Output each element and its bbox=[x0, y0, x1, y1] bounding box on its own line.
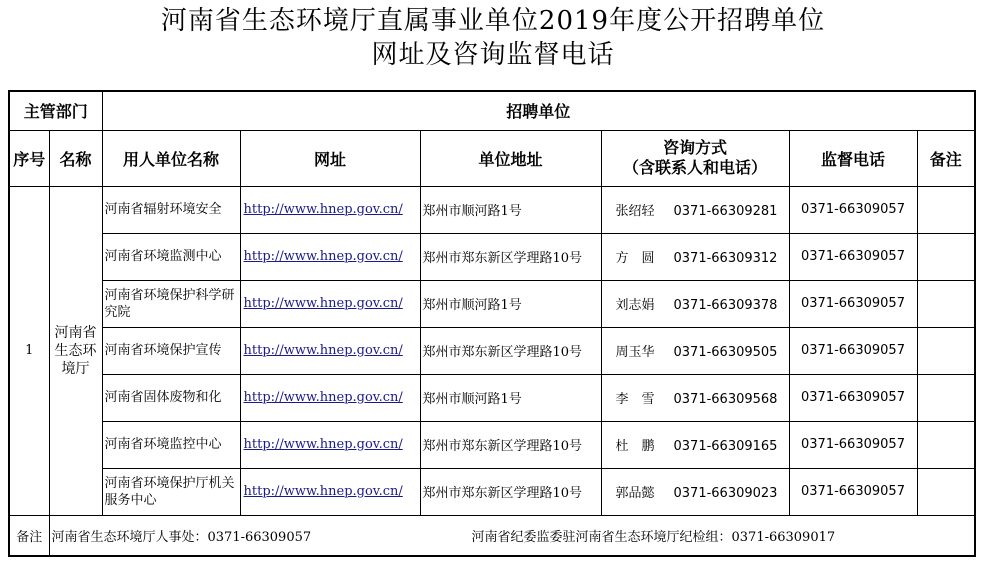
employer-cell: 河南省环境保护宣传 bbox=[102, 327, 240, 374]
consult-cell bbox=[601, 421, 789, 468]
footer-label: 备注 bbox=[9, 515, 49, 556]
contact-name: 周玉华 bbox=[615, 345, 655, 360]
recruitment-table bbox=[8, 90, 976, 557]
employer-cell: 河南省环境监测中心 bbox=[102, 233, 240, 280]
footer-left: 河南省生态环境厅人事处：0371-66309057 bbox=[51, 529, 312, 545]
header-supervise: 监督电话 bbox=[789, 130, 917, 186]
contact-name: 郭品懿 bbox=[615, 486, 655, 501]
contact-name: 李 雪 bbox=[615, 392, 655, 407]
address-cell: 郑州市郑东新区学理路10号 bbox=[420, 327, 601, 374]
address-cell: 郑州市郑东新区学理路10号 bbox=[420, 421, 601, 468]
header-remark: 备注 bbox=[917, 130, 975, 186]
table-row bbox=[9, 233, 975, 280]
footer-content bbox=[49, 515, 975, 556]
contact-phone: 0371-66309312 bbox=[673, 251, 778, 266]
address-cell: 郑州市顺河路1号 bbox=[420, 280, 601, 327]
page-subtitle: 网址及咨询监督电话 bbox=[371, 40, 615, 70]
header-dept: 主管部门 bbox=[9, 91, 102, 130]
header-consult-line1: 咨询方式 bbox=[662, 138, 727, 157]
supervise-cell: 0371-66309057 bbox=[789, 374, 917, 421]
url-cell bbox=[240, 374, 420, 421]
url-link[interactable]: http://www.hnep.gov.cn/ bbox=[243, 484, 403, 499]
contact-phone: 0371-66309505 bbox=[673, 345, 778, 360]
consult-cell bbox=[601, 468, 789, 515]
employer-cell: 河南省固体废物和化 bbox=[102, 374, 240, 421]
seq-cell: 1 bbox=[9, 186, 49, 515]
contact-phone: 0371-66309281 bbox=[673, 204, 778, 219]
header-seq: 序号 bbox=[9, 130, 49, 186]
dept-name-cell: 河南省生态环境厅 bbox=[49, 186, 102, 515]
remark-cell bbox=[917, 233, 975, 280]
url-link[interactable]: http://www.hnep.gov.cn/ bbox=[243, 296, 403, 311]
table-row bbox=[9, 327, 975, 374]
table-row bbox=[9, 421, 975, 468]
url-link[interactable]: http://www.hnep.gov.cn/ bbox=[243, 249, 403, 264]
employer-cell: 河南省环境监控中心 bbox=[102, 421, 240, 468]
contact-phone: 0371-66309023 bbox=[673, 486, 778, 501]
contact-name: 张绍轻 bbox=[615, 204, 655, 219]
address-cell: 郑州市郑东新区学理路10号 bbox=[420, 468, 601, 515]
address-cell: 郑州市顺河路1号 bbox=[420, 374, 601, 421]
table-row bbox=[9, 186, 975, 233]
employer-cell: 河南省环境保护科学研究院 bbox=[102, 280, 240, 327]
header-name: 名称 bbox=[49, 130, 102, 186]
table-body bbox=[9, 186, 975, 515]
url-cell bbox=[240, 233, 420, 280]
url-cell bbox=[240, 421, 420, 468]
header-employer: 用人单位名称 bbox=[102, 130, 240, 186]
employer-cell: 河南省辐射环境安全 bbox=[102, 186, 240, 233]
remark-cell bbox=[917, 421, 975, 468]
supervise-cell: 0371-66309057 bbox=[789, 468, 917, 515]
contact-name: 方 圆 bbox=[615, 251, 655, 266]
consult-cell bbox=[601, 327, 789, 374]
header-address: 单位地址 bbox=[420, 130, 601, 186]
contact-name: 杜 鹏 bbox=[615, 439, 655, 454]
employer-cell: 河南省环境保护厅机关服务中心 bbox=[102, 468, 240, 515]
table-row bbox=[9, 374, 975, 421]
supervise-cell: 0371-66309057 bbox=[789, 186, 917, 233]
remark-cell bbox=[917, 374, 975, 421]
url-cell bbox=[240, 186, 420, 233]
remark-cell bbox=[917, 327, 975, 374]
consult-cell bbox=[601, 280, 789, 327]
consult-cell bbox=[601, 233, 789, 280]
header-consult-line2: （含联系人和电话） bbox=[622, 158, 767, 177]
header-unit: 招聘单位 bbox=[102, 91, 975, 130]
url-link[interactable]: http://www.hnep.gov.cn/ bbox=[243, 437, 403, 452]
consult-cell bbox=[601, 374, 789, 421]
page-title: 河南省生态环境厅直属事业单位2019年度公开招聘单位 bbox=[160, 6, 826, 36]
url-link[interactable]: http://www.hnep.gov.cn/ bbox=[243, 343, 403, 358]
consult-cell bbox=[601, 186, 789, 233]
table-row bbox=[9, 280, 975, 327]
contact-phone: 0371-66309165 bbox=[673, 439, 778, 454]
url-cell bbox=[240, 327, 420, 374]
contact-phone: 0371-66309568 bbox=[673, 392, 778, 407]
url-link[interactable]: http://www.hnep.gov.cn/ bbox=[243, 390, 403, 405]
header-url: 网址 bbox=[240, 130, 420, 186]
footer-right: 河南省纪委监委驻河南省生态环境厅纪检组：0371-66309017 bbox=[471, 529, 836, 545]
remark-cell bbox=[917, 186, 975, 233]
address-cell: 郑州市郑东新区学理路10号 bbox=[420, 233, 601, 280]
supervise-cell: 0371-66309057 bbox=[789, 421, 917, 468]
address-cell: 郑州市顺河路1号 bbox=[420, 186, 601, 233]
remark-cell bbox=[917, 280, 975, 327]
url-cell bbox=[240, 468, 420, 515]
supervise-cell: 0371-66309057 bbox=[789, 280, 917, 327]
table-row bbox=[9, 468, 975, 515]
contact-phone: 0371-66309378 bbox=[673, 298, 778, 313]
supervise-cell: 0371-66309057 bbox=[789, 327, 917, 374]
supervise-cell: 0371-66309057 bbox=[789, 233, 917, 280]
contact-name: 刘志娟 bbox=[615, 298, 655, 313]
remark-cell bbox=[917, 468, 975, 515]
header-consult bbox=[601, 130, 789, 186]
url-link[interactable]: http://www.hnep.gov.cn/ bbox=[243, 202, 403, 217]
url-cell bbox=[240, 280, 420, 327]
